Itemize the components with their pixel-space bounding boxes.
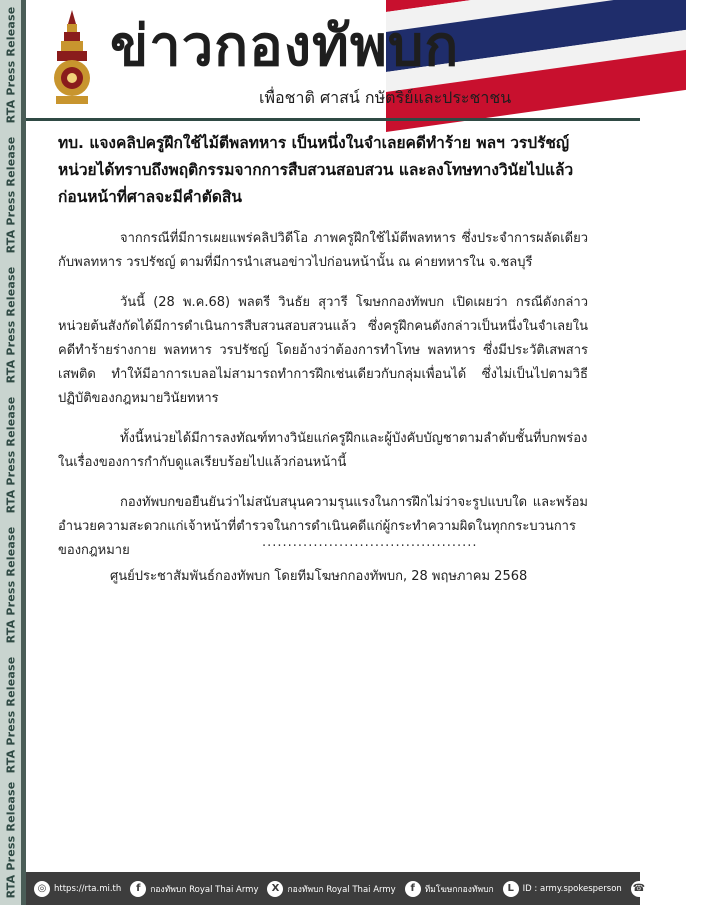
footer-item-text: กองทัพบก Royal Thai Army	[150, 884, 259, 895]
footer-item-text: https://rta.mi.th	[54, 883, 122, 894]
x-icon: X	[267, 881, 283, 897]
side-label-text: RTA Press Release	[4, 526, 18, 644]
globe-icon: ◎	[34, 881, 50, 897]
dotted-divider: ..........................................	[262, 535, 478, 550]
side-label-text: RTA Press Release	[4, 396, 18, 514]
side-label	[0, 390, 22, 520]
footer-item-website[interactable]	[34, 881, 121, 897]
side-label-text: RTA Press Release	[4, 136, 18, 254]
footer-item-facebook[interactable]	[130, 881, 258, 897]
footer-item-line[interactable]	[503, 881, 622, 897]
footer-item-x[interactable]	[267, 881, 395, 897]
footer-item-text: ทีมโฆษกกองทัพบก	[424, 884, 494, 895]
line-icon: L	[503, 881, 519, 897]
article-paragraph: ทั้งนี้หน่วยได้มีการลงทัณฑ์ทางวินัยแก่ครูฝึกและผู้บังคับบัญชาตามลำดับชั้นที่บกพร่องในเรื่องของการกำกับดูแลเรียบร้อยไปแล้วก่อนหน้านี้	[58, 431, 588, 470]
side-label	[0, 260, 22, 390]
side-label	[0, 650, 22, 780]
article-paragraph: วันนี้ (28 พ.ค.68) พลตรี วินธัย สุวารี โฆษกกองทัพบก เปิดเผยว่า กรณีดังกล่าว หน่วยต้นสังกัดได้มีการดำเนินการสืบสวนสอบสวนแล้ว ซึ่งครูฝึกคนดังกล่าวเป็นหนึ่งในจำเลยในคดีทำร้ายร่างกาย พลทหาร วรปรัชญ์ โดยอ้างว่าต้องการทำโทษ พลทหาร ซึ่งมีประวัติเสพสารเสพติด ทำให้มีอาการเบลอไม่สามารถทำการฝึกเช่นเดียวกับกลุ่มเพื่อนได้ ซึ่งไม่เป็นไปตามวิธีปฏิบัติของกฎหมายวินัยทหาร	[58, 295, 588, 406]
footer-item-phone[interactable]	[631, 881, 711, 897]
masthead	[26, 0, 640, 118]
footer-bar	[26, 872, 711, 905]
side-label	[0, 130, 22, 260]
footer-item-text: 084-986-5379	[650, 883, 711, 894]
army-emblem-icon	[48, 10, 96, 108]
facebook-icon: f	[405, 881, 421, 897]
footer-item-text: ID : army.spokesperson	[522, 883, 622, 894]
side-label-text: RTA Press Release	[4, 266, 18, 384]
footer-item-facebook-spokesperson[interactable]	[405, 881, 494, 897]
article-paragraph: จากกรณีที่มีการเผยแพร่คลิปวิดีโอ ภาพครูฝึกใช้ไม้ตีพลทหาร ซึ่งประจำการผลัดเดียวกับพลทหาร วรปรัชญ์ ตามที่มีการนำเสนอข่าวไปก่อนหน้านั้น ณ ค่ายทหารใน จ.ชลบุรี	[58, 231, 588, 270]
facebook-icon: f	[130, 881, 146, 897]
phone-icon: ☎	[631, 881, 647, 897]
header-divider	[26, 118, 640, 121]
side-label-text: RTA Press Release	[4, 781, 18, 899]
masthead-title: ข่าวกองทัพบก	[110, 14, 460, 79]
article	[58, 124, 588, 563]
side-label	[0, 520, 22, 650]
side-label	[0, 775, 22, 905]
side-label	[0, 0, 22, 130]
signature-line: ศูนย์ประชาสัมพันธ์กองทัพบก โดยทีมโฆษกกองทัพบก, 28 พฤษภาคม 2568	[110, 569, 528, 584]
article-headline: ทบ. แจงคลิปครูฝึกใช้ไม้ตีพลทหาร เป็นหนึ่งในจำเลยคดีทำร้าย พลฯ วรปรัชญ์ หน่วยได้ทราบถึงพฤติกรรมจากการสืบสวนสอบสวน และลงโทษทางวินัยไปแล้วก่อนหน้าที่ศาลจะมีคำตัดสิน	[58, 134, 574, 206]
side-label-text: RTA Press Release	[4, 6, 18, 124]
masthead-tagline: เพื่อชาติ ศาสน์ กษัตริย์และประชาชน	[259, 88, 512, 107]
side-label-text: RTA Press Release	[4, 656, 18, 774]
side-strip	[0, 0, 26, 905]
article-paragraph: กองทัพบกขอยืนยันว่าไม่สนับสนุนความรุนแรงในการฝึกไม่ว่าจะรูปแบบใด และพร้อมอำนวยความสะดวกแก่เจ้าหน้าที่ตำรวจในการดำเนินคดีแก่ผู้กระทำความผิดในทุกกระบวนการของกฎหมาย	[58, 495, 588, 558]
footer-item-text: กองทัพบก Royal Thai Army	[287, 884, 396, 895]
